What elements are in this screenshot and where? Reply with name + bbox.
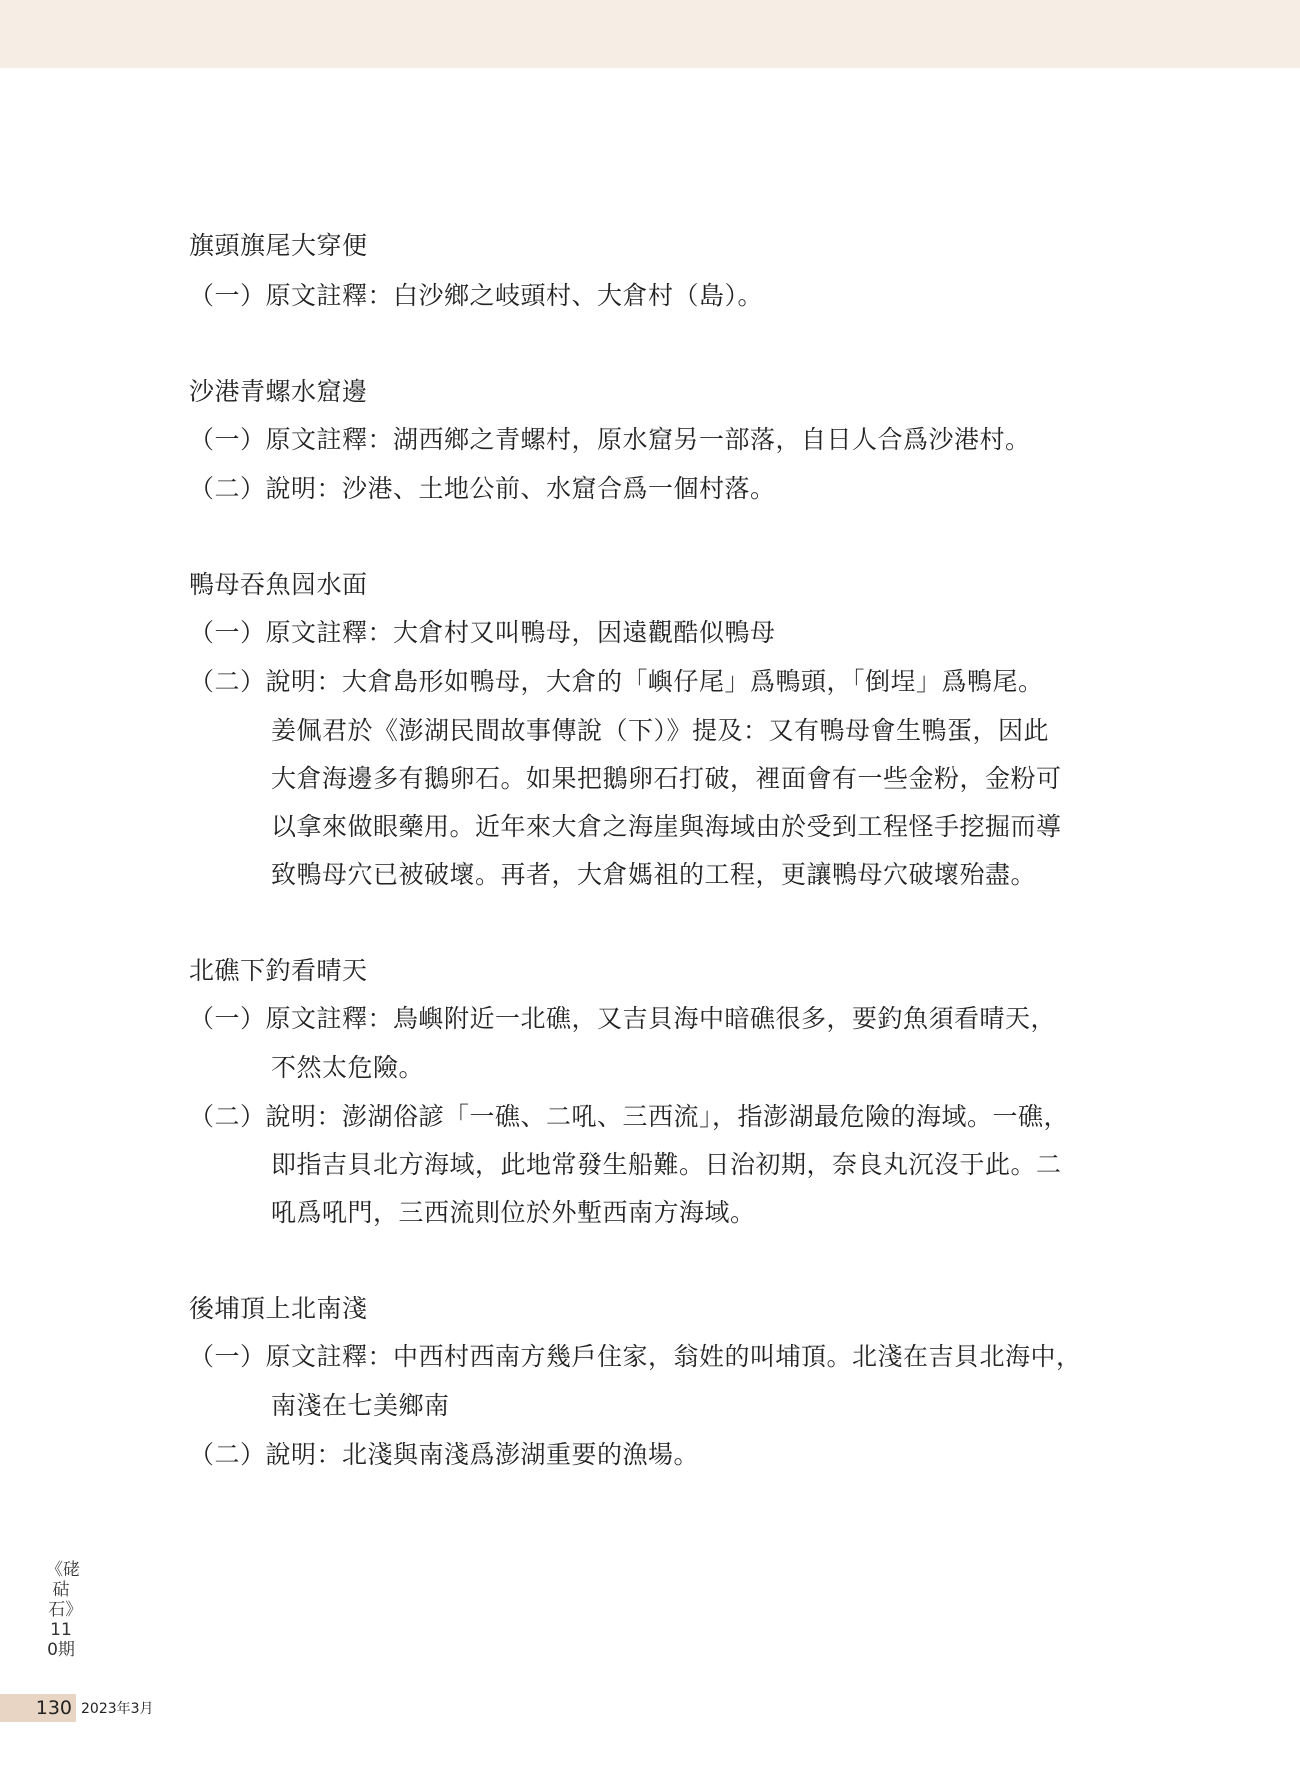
paragraph-line: （二）說明：沙港、土地公前、水窟合爲一個村落。 — [189, 474, 776, 503]
paragraph-line: 姜佩君於《澎湖民間故事傳說（下）》提及：又有鴨母會生鴨蛋，因此 — [271, 716, 1050, 745]
section-title: 北礁下釣看晴天 — [189, 956, 368, 985]
paragraph-line: 吼爲吼門，三西流則位於外塹西南方海域。 — [271, 1198, 756, 1227]
page-number: 130 — [0, 1694, 76, 1722]
section-title: 旗頭旗尾大穿便 — [189, 231, 368, 260]
paragraph-line: 大倉海邊多有鵝卵石。如果把鵝卵石打破，裡面會有一些金粉，金粉可 — [271, 764, 1062, 793]
paragraph-line: （二）說明：北淺與南淺爲澎湖重要的漁場。 — [189, 1440, 700, 1469]
section-title: 鴨母吞魚囥水面 — [189, 570, 368, 599]
paragraph-line: 即指吉貝北方海域，此地常發生船難。日治初期，奈良丸沉沒于此。二 — [271, 1150, 1062, 1179]
page-footer — [0, 1694, 154, 1722]
paragraph-line: （一）原文註釋：鳥嶼附近一北礁，又吉貝海中暗礁很多，要釣魚須看晴天， — [189, 1004, 1057, 1033]
paragraph-line: 南淺在七美鄉南 — [271, 1391, 450, 1420]
paragraph-line: （一）原文註釋：湖西鄉之青螺村，原水窟另一部落，自日人合爲沙港村。 — [189, 425, 1031, 454]
issue-date: 2023年3月 — [81, 1701, 154, 1717]
paragraph-line: 以拿來做眼藥用。近年來大倉之海崖與海域由於受到工程怪手挖掘而導 — [271, 812, 1062, 841]
paragraph-line: 致鴨母穴已被破壞。再者，大倉媽祖的工程，更讓鴨母穴破壞殆盡。 — [271, 860, 1037, 889]
paragraph-line: （一）原文註釋：中西村西南方幾戶住家，翁姓的叫埔頂。北淺在吉貝北海中， — [189, 1342, 1082, 1371]
journal-title: 《硓𥑮石》110期 — [46, 1560, 80, 1660]
paragraph-line: （二）說明：大倉島形如鴨母，大倉的「嶼仔尾」爲鴨頭，「倒埕」爲鴨尾。 — [189, 667, 1044, 696]
paragraph-line: （二）說明：澎湖俗諺「一礁、二吼、三西流」，指澎湖最危險的海域。一礁， — [189, 1102, 1070, 1131]
paragraph-line: 不然太危險。 — [271, 1053, 425, 1082]
section-title: 後埔頂上北南淺 — [189, 1294, 368, 1323]
paragraph-line: （一）原文註釋：白沙鄉之岐頭村、大倉村（島）。 — [189, 281, 764, 310]
section-title: 沙港青螺水窟邊 — [189, 377, 368, 406]
paragraph-line: （一）原文註釋：大倉村又叫鴨母，因遠觀酷似鴨母 — [189, 618, 776, 647]
